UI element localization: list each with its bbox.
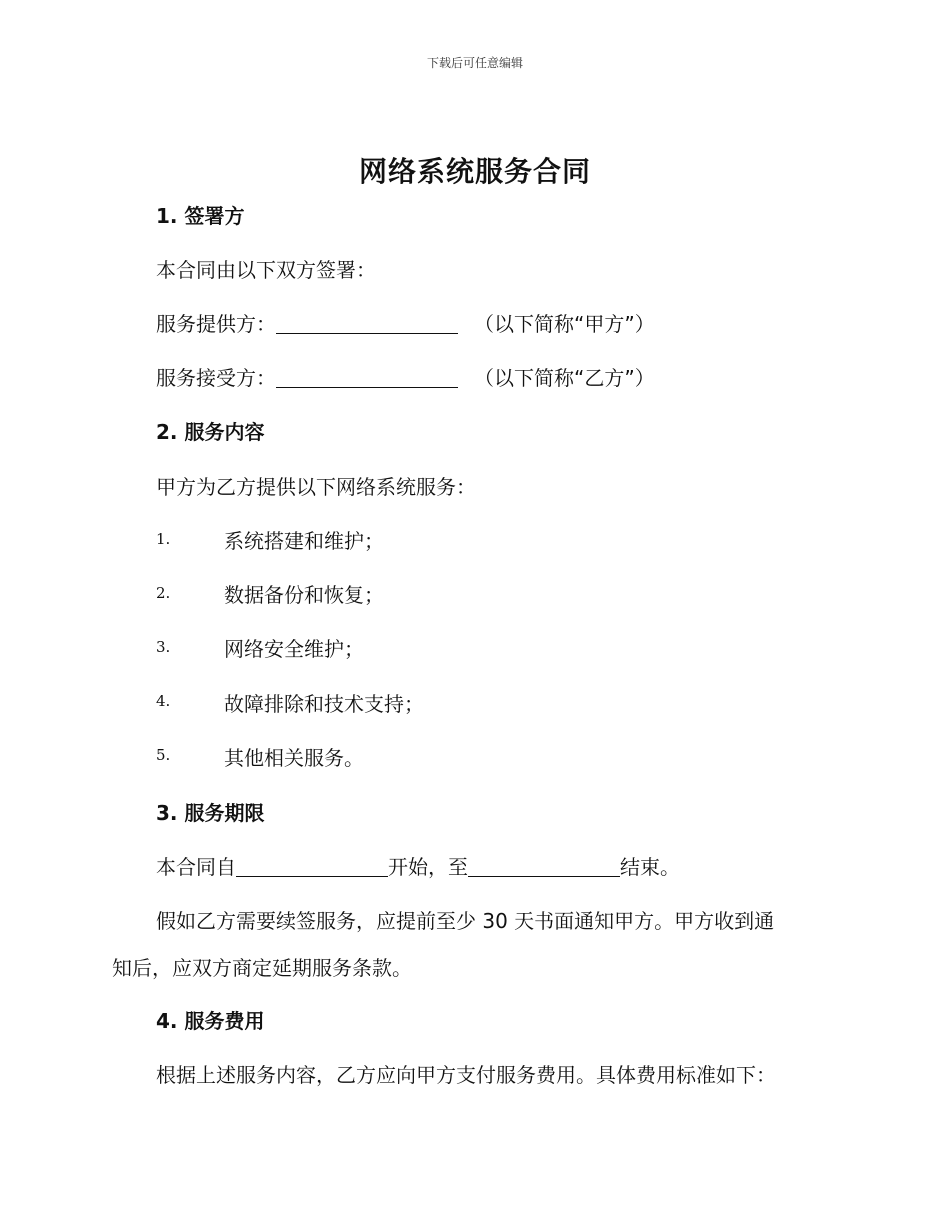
list-item-number: 5. — [156, 746, 171, 764]
list-item-text: 系统搭建和维护； — [224, 529, 384, 553]
renewal-text-line-1: 假如乙方需要续签服务，应提前至少 30 天书面通知甲方。甲方收到通 — [156, 909, 775, 933]
document-title: 网络系统服务合同 — [358, 155, 591, 188]
section-1-heading: 1. 签署方 — [156, 204, 245, 228]
receiver-alias: （以下简称“乙方”） — [474, 366, 655, 390]
term-suffix: 结束。 — [620, 855, 680, 879]
list-item-text: 网络安全维护； — [224, 637, 364, 661]
renewal-text-line-2: 知后，应双方商定延期服务条款。 — [112, 956, 412, 980]
list-item-text: 其他相关服务。 — [224, 746, 364, 770]
end-date-blank[interactable] — [468, 856, 620, 877]
section-3-heading: 3. 服务期限 — [156, 801, 265, 825]
term-line — [156, 851, 680, 880]
page-header-note: 下载后可任意编辑 — [426, 56, 523, 70]
list-item-number: 2. — [156, 584, 171, 602]
start-date-blank[interactable] — [236, 856, 388, 877]
provider-blank[interactable] — [276, 313, 458, 334]
section-1-intro: 本合同由以下双方签署： — [156, 258, 376, 282]
provider-alias: （以下简称“甲方”） — [474, 312, 655, 336]
list-item-text: 数据备份和恢复； — [224, 583, 384, 607]
term-mid: 开始，至 — [388, 855, 468, 879]
list-item-number: 1. — [156, 530, 171, 548]
list-item-text: 故障排除和技术支持； — [224, 692, 424, 716]
section-4-text: 根据上述服务内容，乙方应向甲方支付服务费用。具体费用标准如下： — [156, 1063, 776, 1087]
receiver-line — [156, 362, 655, 391]
receiver-blank[interactable] — [276, 367, 458, 388]
term-prefix: 本合同自 — [156, 855, 236, 879]
section-2-heading: 2. 服务内容 — [156, 420, 265, 444]
receiver-label: 服务接受方： — [156, 366, 276, 390]
section-2-intro: 甲方为乙方提供以下网络系统服务： — [156, 475, 476, 499]
section-4-heading: 4. 服务费用 — [156, 1009, 265, 1033]
list-item-number: 3. — [156, 638, 171, 656]
list-item-number: 4. — [156, 692, 171, 710]
provider-label: 服务提供方： — [156, 312, 276, 336]
provider-line — [156, 308, 655, 337]
